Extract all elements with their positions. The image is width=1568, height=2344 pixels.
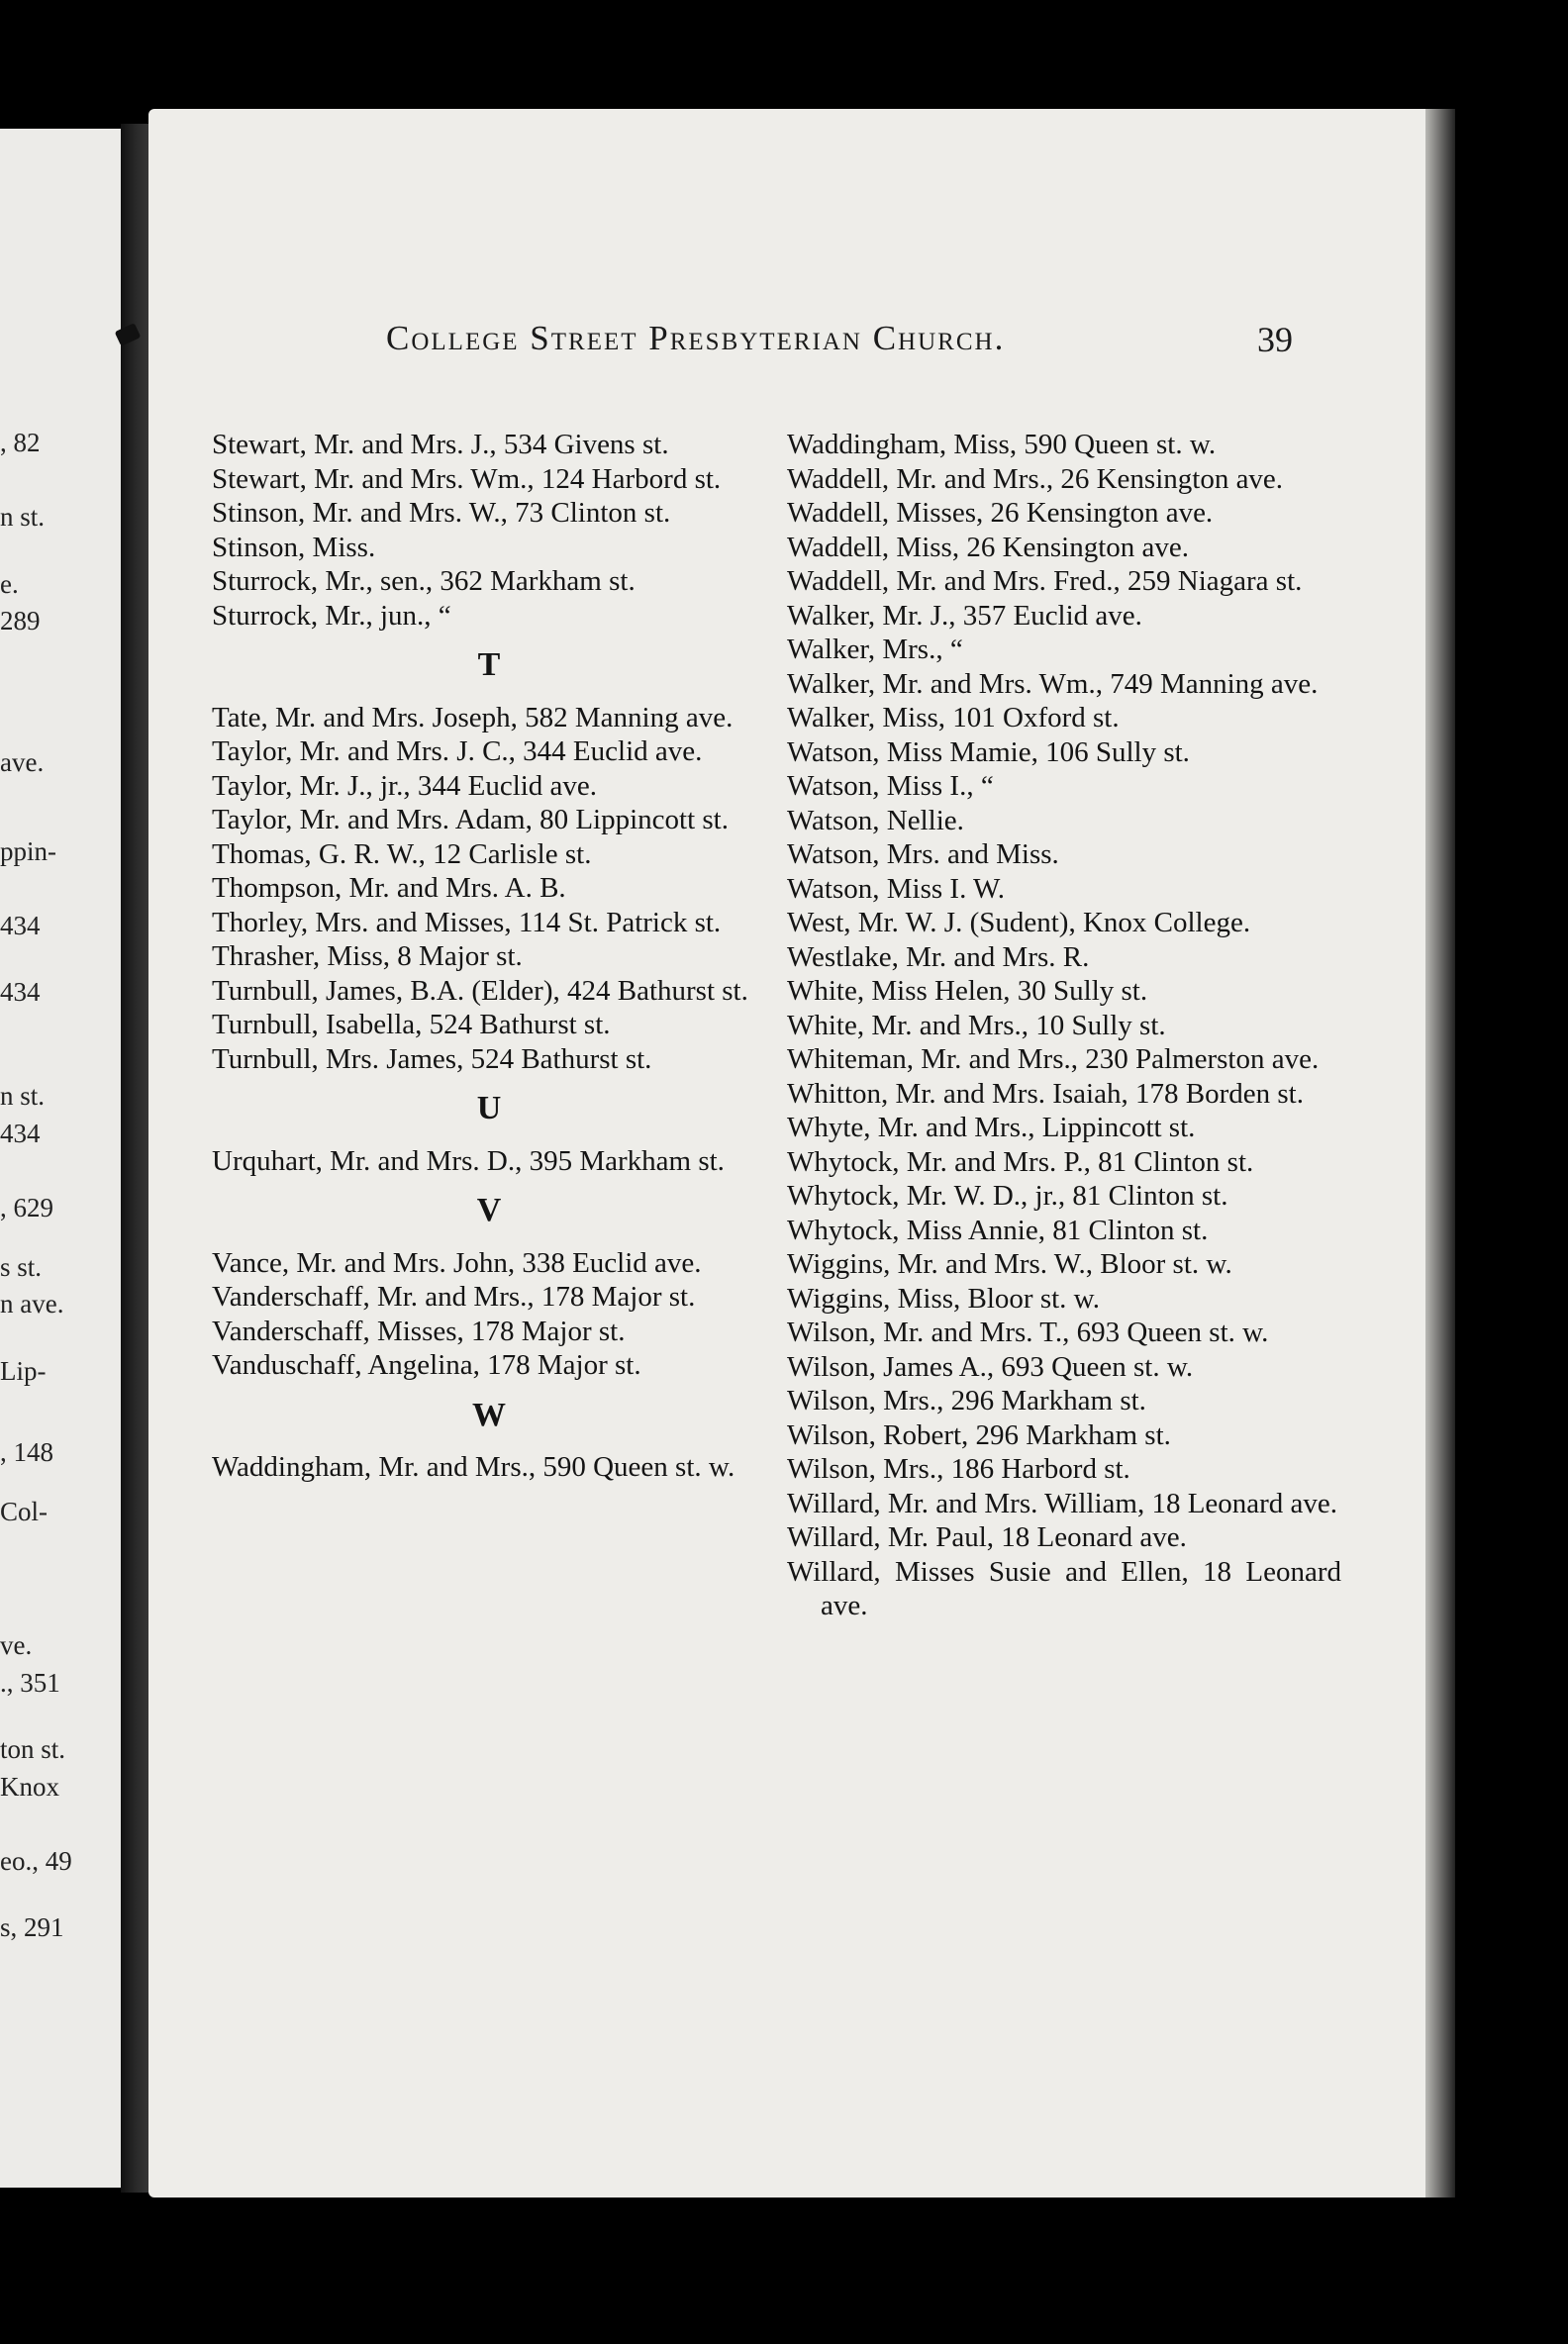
directory-entry: Walker, Mr. J., 357 Euclid ave.: [787, 599, 1142, 632]
directory-entry: Urquhart, Mr. and Mrs. D., 395 Markham st.: [212, 1144, 725, 1177]
margin-fragment: ton st.: [0, 1734, 66, 1764]
directory-entry: Waddell, Mr. and Mrs. Fred., 259 Niagara st.: [787, 565, 1303, 597]
directory-entry: Whytock, Mr. W. D., jr., 81 Clinton st.: [787, 1180, 1228, 1212]
section-letter-t: T: [477, 646, 501, 683]
directory-entry: Thorley, Mrs. and Misses, 114 St. Patrick st.: [212, 906, 722, 938]
directory-entry: Whyte, Mr. and Mrs., Lippincott st.: [787, 1112, 1196, 1143]
directory-entry: Waddingham, Mr. and Mrs., 590 Queen st. w.: [212, 1451, 735, 1483]
margin-fragment: , 82: [0, 428, 41, 457]
directory-entry: Watson, Miss I., “: [787, 770, 994, 802]
directory-entry: Whytock, Miss Annie, 81 Clinton st.: [787, 1214, 1209, 1246]
directory-entry: Thrasher, Miss, 8 Major st.: [212, 940, 523, 972]
directory-entry: White, Mr. and Mrs., 10 Sully st.: [787, 1009, 1166, 1041]
directory-entry: Willard, Mr. Paul, 18 Leonard ave.: [787, 1521, 1187, 1553]
section-letter-v: V: [476, 1192, 502, 1228]
margin-fragment: 434: [0, 1118, 41, 1148]
margin-fragment: 434: [0, 977, 41, 1007]
margin-fragment: 434: [0, 910, 41, 940]
directory-entry: Walker, Mrs., “: [787, 634, 963, 665]
margin-fragment: n ave.: [0, 1289, 64, 1318]
margin-fragment: s, 291: [0, 1912, 64, 1942]
entries-u: [212, 1144, 766, 1179]
directory-entry: Whiteman, Mr. and Mrs., 230 Palmerston ave.: [787, 1043, 1320, 1075]
facing-page-fragment: [0, 129, 121, 2188]
directory-entry: Wilson, Mr. and Mrs. T., 693 Queen st. w.: [787, 1317, 1269, 1348]
running-title: College Street Presbyterian Church.: [386, 319, 1006, 357]
directory-entry: Whitton, Mr. and Mrs. Isaiah, 178 Borden st.: [787, 1077, 1304, 1110]
directory-entry: Taylor, Mr. J., jr., 344 Euclid ave.: [212, 769, 598, 802]
directory-entry: Vanderschaff, Misses, 178 Major st.: [212, 1315, 626, 1347]
margin-fragment: ppin-: [0, 835, 56, 866]
directory-entry: Wilson, Mrs., 296 Markham st.: [787, 1385, 1146, 1416]
directory-entry: Wiggins, Miss, Bloor st. w.: [787, 1282, 1100, 1315]
entries-w: [212, 1450, 766, 1485]
directory-entry: Vance, Mr. and Mrs. John, 338 Euclid ave.: [212, 1246, 702, 1279]
directory-entry: White, Miss Helen, 30 Sully st.: [787, 975, 1148, 1007]
directory-entry: Wilson, Mrs., 186 Harbord st.: [787, 1453, 1130, 1485]
directory-entry: Wilson, Robert, 296 Markham st.: [787, 1418, 1171, 1451]
directory-entry: West, Mr. W. J. (Sudent), Knox College.: [787, 907, 1251, 938]
right-column: [787, 428, 1341, 1623]
directory-entry: Watson, Miss Mamie, 106 Sully st.: [787, 735, 1190, 768]
directory-entry: Turnbull, Mrs. James, 524 Bathurst st.: [212, 1042, 652, 1075]
directory-entry: Wilson, James A., 693 Queen st. w.: [787, 1350, 1194, 1383]
section-letter-w: W: [472, 1396, 506, 1433]
directory-entry: Watson, Nellie.: [787, 804, 964, 836]
page-edge-shadow: [1425, 109, 1455, 2198]
margin-fragment: Lip-: [0, 1355, 47, 1386]
entries-w-continued: [787, 428, 1341, 1623]
directory-entry: Sturrock, Mr., jun., “: [212, 599, 451, 632]
page-number: 39: [1257, 320, 1293, 359]
directory-entry: Whytock, Mr. and Mrs. P., 81 Clinton st.: [787, 1145, 1254, 1178]
margin-fragment: Col-: [0, 1497, 49, 1526]
directory-entry: Waddell, Misses, 26 Kensington ave.: [787, 497, 1214, 529]
margin-fragment: ., 351: [0, 1667, 60, 1698]
directory-entry: Walker, Miss, 101 Oxford st.: [787, 702, 1120, 733]
directory-entry: Thompson, Mr. and Mrs. A. B.: [212, 872, 566, 904]
margin-fragment: e.: [0, 568, 19, 599]
directory-entry: Wiggins, Mr. and Mrs. W., Bloor st. w.: [787, 1248, 1232, 1280]
margin-fragment: , 629: [0, 1192, 53, 1222]
directory-entry: Vanderschaff, Mr. and Mrs., 178 Major st.: [212, 1281, 696, 1313]
directory-entry: Westlake, Mr. and Mrs. R.: [787, 940, 1090, 973]
margin-fragment: eo., 49: [0, 1845, 72, 1876]
directory-entry: Taylor, Mr. and Mrs. J. C., 344 Euclid ave.: [212, 735, 703, 767]
directory-entry: Sturrock, Mr., sen., 362 Markham st.: [212, 565, 636, 597]
directory-entry: Waddell, Miss, 26 Kensington ave.: [787, 531, 1190, 563]
directory-entry: Stinson, Mr. and Mrs. W., 73 Clinton st.: [212, 497, 671, 529]
left-column: [212, 428, 766, 1485]
margin-fragment: Knox: [0, 1771, 59, 1802]
directory-entry: Watson, Mrs. and Miss.: [787, 838, 1059, 870]
margin-fragment: ve.: [0, 1630, 33, 1660]
directory-entry: Walker, Mr. and Mrs. Wm., 749 Manning ave.: [787, 667, 1319, 700]
directory-entry: Turnbull, Isabella, 524 Bathurst st.: [212, 1009, 611, 1040]
directory-entry: Taylor, Mr. and Mrs. Adam, 80 Lippincott st.: [212, 804, 729, 835]
margin-fragment: 289: [0, 606, 41, 635]
directory-entry: Willard, Mr. and Mrs. William, 18 Leonard ave.: [787, 1487, 1338, 1519]
directory-entry: Turnbull, James, B.A. (Elder), 424 Bathurst st.: [212, 974, 748, 1007]
entries-v: [212, 1246, 766, 1383]
directory-entry: Stinson, Miss.: [212, 531, 376, 563]
directory-entry: Waddell, Mr. and Mrs., 26 Kensington ave.: [787, 462, 1284, 495]
margin-fragment: n st.: [0, 502, 46, 532]
directory-entry: Watson, Miss I. W.: [787, 872, 1006, 905]
directory-entry: Stewart, Mr. and Mrs. Wm., 124 Harbord st.: [212, 462, 722, 495]
directory-entry: Waddingham, Miss, 590 Queen st. w.: [787, 429, 1217, 460]
directory-entry: Tate, Mr. and Mrs. Joseph, 582 Manning ave.: [212, 701, 734, 733]
entries-s: [212, 428, 766, 633]
margin-fragment: s st.: [0, 1251, 43, 1282]
directory-entry: Vanduschaff, Angelina, 178 Major st.: [212, 1349, 641, 1381]
margin-fragment: n st.: [0, 1081, 46, 1111]
directory-entry: Willard, Misses Susie and Ellen, 18 Leonard ave.: [787, 1555, 1341, 1621]
margin-fragment: ave.: [0, 746, 45, 777]
directory-entry: Thomas, G. R. W., 12 Carlisle st.: [212, 837, 592, 870]
section-letter-u: U: [476, 1090, 502, 1126]
margin-fragment: , 148: [0, 1437, 53, 1467]
entries-t: [212, 701, 766, 1077]
directory-entry: Stewart, Mr. and Mrs. J., 534 Givens st.: [212, 429, 669, 460]
